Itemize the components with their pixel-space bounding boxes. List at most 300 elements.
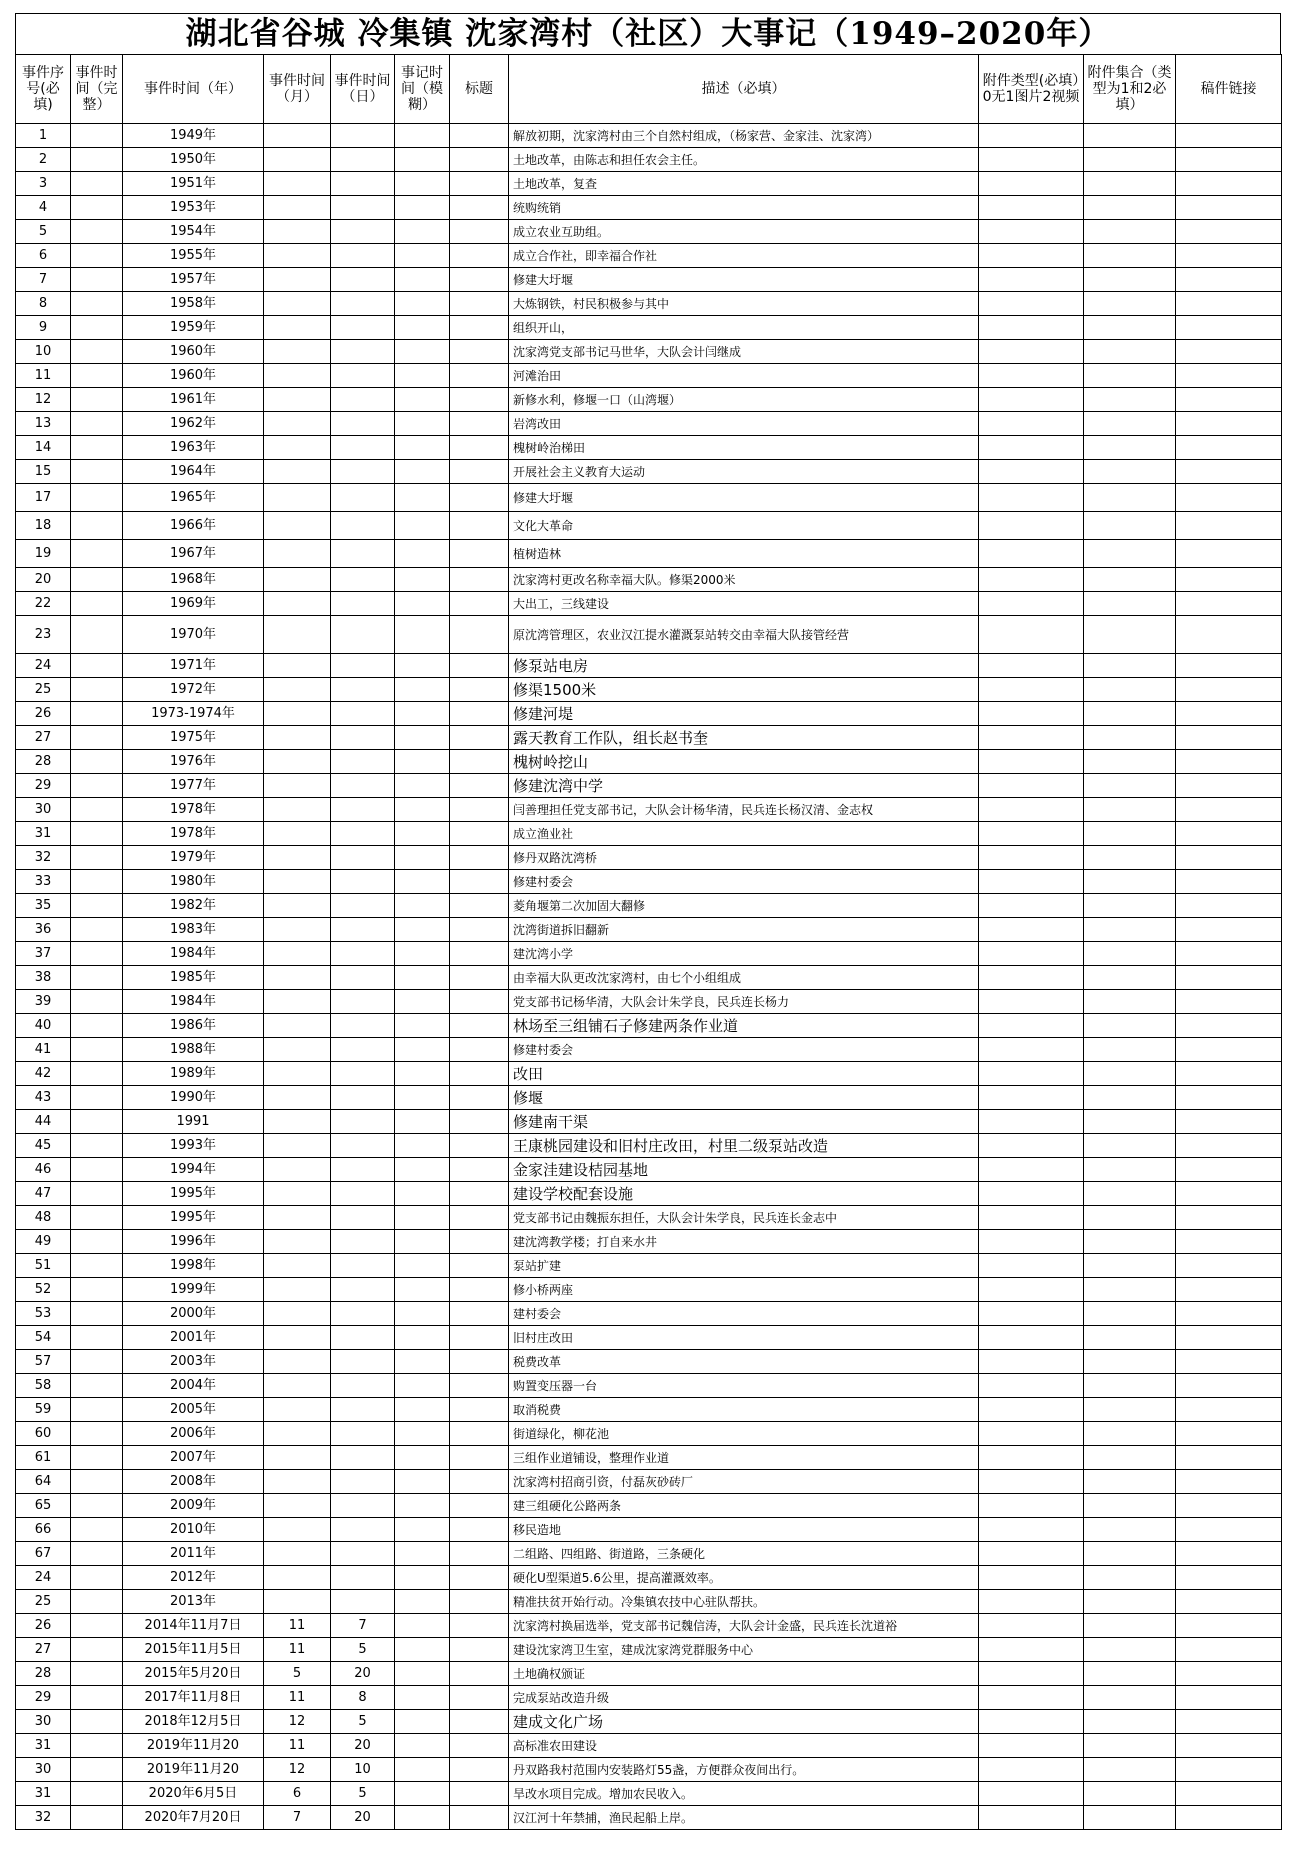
cell-attach-type[interactable] xyxy=(979,774,1084,798)
cell-month[interactable] xyxy=(264,774,331,798)
cell-attach-set[interactable] xyxy=(1084,1614,1176,1638)
cell-year[interactable]: 1959年 xyxy=(123,316,264,340)
cell-attach-set[interactable] xyxy=(1084,1686,1176,1710)
cell-link[interactable] xyxy=(1176,592,1282,616)
cell-month[interactable] xyxy=(264,1350,331,1374)
cell-month[interactable] xyxy=(264,1542,331,1566)
cell-attach-type[interactable] xyxy=(979,388,1084,412)
cell-attach-set[interactable] xyxy=(1084,1014,1176,1038)
cell-day[interactable]: 7 xyxy=(331,1614,395,1638)
cell-desc[interactable]: 金家洼建设桔园基地 xyxy=(509,1158,979,1182)
cell-year[interactable]: 2005年 xyxy=(123,1398,264,1422)
cell-attach-type[interactable] xyxy=(979,942,1084,966)
cell-month[interactable]: 11 xyxy=(264,1614,331,1638)
cell-headline[interactable] xyxy=(450,1518,509,1542)
cell-year[interactable]: 1984年 xyxy=(123,990,264,1014)
cell-desc[interactable]: 高标准农田建设 xyxy=(509,1734,979,1758)
cell-attach-set[interactable] xyxy=(1084,966,1176,990)
cell-seq[interactable]: 28 xyxy=(16,750,71,774)
cell-year[interactable]: 1964年 xyxy=(123,460,264,484)
cell-month[interactable] xyxy=(264,1398,331,1422)
cell-attach-type[interactable] xyxy=(979,268,1084,292)
cell-year[interactable]: 1967年 xyxy=(123,540,264,568)
cell-headline[interactable] xyxy=(450,1374,509,1398)
cell-seq[interactable]: 13 xyxy=(16,412,71,436)
cell-seq[interactable]: 53 xyxy=(16,1302,71,1326)
cell-headline[interactable] xyxy=(450,654,509,678)
cell-day[interactable] xyxy=(331,1254,395,1278)
cell-headline[interactable] xyxy=(450,750,509,774)
cell-fuzzy[interactable] xyxy=(395,1062,450,1086)
cell-attach-set[interactable] xyxy=(1084,1422,1176,1446)
cell-desc[interactable]: 菱角堰第二次加固大翻修 xyxy=(509,894,979,918)
cell-day[interactable] xyxy=(331,1518,395,1542)
cell-attach-type[interactable] xyxy=(979,918,1084,942)
cell-seq[interactable]: 46 xyxy=(16,1158,71,1182)
cell-desc[interactable]: 精准扶贫开始行动。冷集镇农技中心驻队帮扶。 xyxy=(509,1590,979,1614)
cell-attach-set[interactable] xyxy=(1084,1206,1176,1230)
cell-desc[interactable]: 土地确权颁证 xyxy=(509,1662,979,1686)
cell-day[interactable] xyxy=(331,172,395,196)
cell-attach-set[interactable] xyxy=(1084,846,1176,870)
cell-attach-type[interactable] xyxy=(979,846,1084,870)
cell-day[interactable] xyxy=(331,1086,395,1110)
cell-attach-set[interactable] xyxy=(1084,268,1176,292)
cell-month[interactable] xyxy=(264,172,331,196)
cell-desc[interactable]: 修建沈湾中学 xyxy=(509,774,979,798)
cell-link[interactable] xyxy=(1176,750,1282,774)
cell-fuzzy[interactable] xyxy=(395,1734,450,1758)
cell-complete[interactable] xyxy=(71,540,123,568)
cell-headline[interactable] xyxy=(450,1710,509,1734)
cell-year[interactable]: 1962年 xyxy=(123,412,264,436)
cell-day[interactable] xyxy=(331,750,395,774)
cell-fuzzy[interactable] xyxy=(395,244,450,268)
cell-complete[interactable] xyxy=(71,798,123,822)
cell-month[interactable] xyxy=(264,918,331,942)
cell-desc[interactable]: 丹双路我村范围内安装路灯55盏，方便群众夜间出行。 xyxy=(509,1758,979,1782)
cell-desc[interactable]: 修渠1500米 xyxy=(509,678,979,702)
cell-seq[interactable]: 48 xyxy=(16,1206,71,1230)
cell-year[interactable]: 1988年 xyxy=(123,1038,264,1062)
cell-desc[interactable]: 建成文化广场 xyxy=(509,1710,979,1734)
cell-attach-set[interactable] xyxy=(1084,1734,1176,1758)
cell-fuzzy[interactable] xyxy=(395,942,450,966)
cell-headline[interactable] xyxy=(450,1638,509,1662)
cell-attach-set[interactable] xyxy=(1084,1662,1176,1686)
cell-month[interactable]: 12 xyxy=(264,1758,331,1782)
cell-year[interactable]: 1951年 xyxy=(123,172,264,196)
cell-attach-set[interactable] xyxy=(1084,172,1176,196)
cell-link[interactable] xyxy=(1176,966,1282,990)
cell-attach-set[interactable] xyxy=(1084,1590,1176,1614)
cell-day[interactable] xyxy=(331,726,395,750)
cell-fuzzy[interactable] xyxy=(395,894,450,918)
cell-desc[interactable]: 新修水利，修堰一口（山湾堰） xyxy=(509,388,979,412)
cell-fuzzy[interactable] xyxy=(395,1014,450,1038)
cell-headline[interactable] xyxy=(450,1806,509,1830)
cell-day[interactable] xyxy=(331,1590,395,1614)
cell-month[interactable] xyxy=(264,798,331,822)
cell-year[interactable]: 1966年 xyxy=(123,512,264,540)
cell-desc[interactable]: 沈家湾党支部书记马世华，大队会计闫继成 xyxy=(509,340,979,364)
cell-month[interactable] xyxy=(264,1038,331,1062)
cell-seq[interactable]: 44 xyxy=(16,1110,71,1134)
cell-complete[interactable] xyxy=(71,1158,123,1182)
cell-desc[interactable]: 土地改革，由陈志和担任农会主任。 xyxy=(509,148,979,172)
cell-seq[interactable]: 54 xyxy=(16,1326,71,1350)
cell-fuzzy[interactable] xyxy=(395,678,450,702)
cell-month[interactable] xyxy=(264,1158,331,1182)
cell-complete[interactable] xyxy=(71,1686,123,1710)
cell-year[interactable]: 1963年 xyxy=(123,436,264,460)
cell-complete[interactable] xyxy=(71,364,123,388)
cell-link[interactable] xyxy=(1176,460,1282,484)
cell-desc[interactable]: 文化大革命 xyxy=(509,512,979,540)
cell-headline[interactable] xyxy=(450,1014,509,1038)
cell-fuzzy[interactable] xyxy=(395,1110,450,1134)
cell-month[interactable]: 11 xyxy=(264,1686,331,1710)
cell-desc[interactable]: 原沈湾管理区，农业汉江提水灌溉泵站转交由幸福大队接管经营 xyxy=(509,616,979,654)
cell-year[interactable]: 1972年 xyxy=(123,678,264,702)
cell-attach-type[interactable] xyxy=(979,678,1084,702)
cell-seq[interactable]: 5 xyxy=(16,220,71,244)
cell-fuzzy[interactable] xyxy=(395,1230,450,1254)
cell-fuzzy[interactable] xyxy=(395,364,450,388)
cell-year[interactable]: 1999年 xyxy=(123,1278,264,1302)
cell-complete[interactable] xyxy=(71,1062,123,1086)
cell-link[interactable] xyxy=(1176,484,1282,512)
col-header-fuzzy[interactable]: 事记时间（模糊） xyxy=(395,55,450,124)
cell-desc[interactable]: 沈家湾村招商引资，付磊灰砂砖厂 xyxy=(509,1470,979,1494)
cell-day[interactable] xyxy=(331,942,395,966)
cell-year[interactable]: 1995年 xyxy=(123,1206,264,1230)
cell-day[interactable] xyxy=(331,484,395,512)
cell-attach-set[interactable] xyxy=(1084,292,1176,316)
cell-attach-type[interactable] xyxy=(979,196,1084,220)
cell-month[interactable] xyxy=(264,592,331,616)
cell-link[interactable] xyxy=(1176,340,1282,364)
cell-desc[interactable]: 组织开山， xyxy=(509,316,979,340)
cell-fuzzy[interactable] xyxy=(395,870,450,894)
cell-desc[interactable]: 修建大圩堰 xyxy=(509,484,979,512)
cell-year[interactable]: 2006年 xyxy=(123,1422,264,1446)
cell-attach-type[interactable] xyxy=(979,412,1084,436)
cell-attach-type[interactable] xyxy=(979,1686,1084,1710)
cell-month[interactable] xyxy=(264,1014,331,1038)
cell-day[interactable] xyxy=(331,412,395,436)
cell-seq[interactable]: 31 xyxy=(16,1782,71,1806)
cell-headline[interactable] xyxy=(450,1206,509,1230)
cell-desc[interactable]: 税费改革 xyxy=(509,1350,979,1374)
cell-year[interactable]: 2003年 xyxy=(123,1350,264,1374)
cell-link[interactable] xyxy=(1176,364,1282,388)
cell-fuzzy[interactable] xyxy=(395,1422,450,1446)
cell-day[interactable] xyxy=(331,774,395,798)
cell-month[interactable] xyxy=(264,1446,331,1470)
cell-headline[interactable] xyxy=(450,1782,509,1806)
cell-headline[interactable] xyxy=(450,1398,509,1422)
cell-complete[interactable] xyxy=(71,412,123,436)
cell-desc[interactable]: 建沈湾教学楼；打自来水井 xyxy=(509,1230,979,1254)
cell-headline[interactable] xyxy=(450,1542,509,1566)
cell-link[interactable] xyxy=(1176,774,1282,798)
cell-headline[interactable] xyxy=(450,726,509,750)
cell-headline[interactable] xyxy=(450,1062,509,1086)
cell-headline[interactable] xyxy=(450,1278,509,1302)
cell-desc[interactable]: 沈家湾村换届选举，党支部书记魏信涛，大队会计金盛，民兵连长沈道裕 xyxy=(509,1614,979,1638)
cell-month[interactable] xyxy=(264,966,331,990)
cell-day[interactable]: 5 xyxy=(331,1710,395,1734)
cell-year[interactable]: 1975年 xyxy=(123,726,264,750)
cell-link[interactable] xyxy=(1176,316,1282,340)
cell-complete[interactable] xyxy=(71,1086,123,1110)
cell-headline[interactable] xyxy=(450,942,509,966)
cell-month[interactable] xyxy=(264,1422,331,1446)
cell-link[interactable] xyxy=(1176,1134,1282,1158)
cell-attach-type[interactable] xyxy=(979,512,1084,540)
cell-seq[interactable]: 64 xyxy=(16,1470,71,1494)
cell-seq[interactable]: 60 xyxy=(16,1422,71,1446)
cell-month[interactable] xyxy=(264,1254,331,1278)
cell-fuzzy[interactable] xyxy=(395,702,450,726)
cell-headline[interactable] xyxy=(450,774,509,798)
cell-year[interactable]: 2013年 xyxy=(123,1590,264,1614)
cell-attach-set[interactable] xyxy=(1084,1566,1176,1590)
cell-month[interactable] xyxy=(264,340,331,364)
cell-link[interactable] xyxy=(1176,798,1282,822)
cell-day[interactable] xyxy=(331,1350,395,1374)
cell-link[interactable] xyxy=(1176,512,1282,540)
cell-complete[interactable] xyxy=(71,1782,123,1806)
cell-desc[interactable]: 露天教育工作队，组长赵书奎 xyxy=(509,726,979,750)
cell-link[interactable] xyxy=(1176,870,1282,894)
cell-month[interactable] xyxy=(264,196,331,220)
cell-seq[interactable]: 67 xyxy=(16,1542,71,1566)
cell-attach-set[interactable] xyxy=(1084,1350,1176,1374)
cell-year[interactable]: 2010年 xyxy=(123,1518,264,1542)
cell-complete[interactable] xyxy=(71,148,123,172)
col-header-day[interactable]: 事件时间（日） xyxy=(331,55,395,124)
cell-link[interactable] xyxy=(1176,616,1282,654)
cell-attach-type[interactable] xyxy=(979,1662,1084,1686)
cell-month[interactable] xyxy=(264,244,331,268)
cell-fuzzy[interactable] xyxy=(395,1590,450,1614)
cell-headline[interactable] xyxy=(450,1230,509,1254)
cell-seq[interactable]: 26 xyxy=(16,702,71,726)
cell-month[interactable] xyxy=(264,568,331,592)
cell-complete[interactable] xyxy=(71,1038,123,1062)
cell-complete[interactable] xyxy=(71,1494,123,1518)
cell-seq[interactable]: 41 xyxy=(16,1038,71,1062)
cell-month[interactable] xyxy=(264,1182,331,1206)
cell-attach-set[interactable] xyxy=(1084,592,1176,616)
cell-complete[interactable] xyxy=(71,1734,123,1758)
cell-attach-set[interactable] xyxy=(1084,316,1176,340)
cell-attach-set[interactable] xyxy=(1084,220,1176,244)
cell-day[interactable] xyxy=(331,654,395,678)
cell-link[interactable] xyxy=(1176,654,1282,678)
cell-link[interactable] xyxy=(1176,1278,1282,1302)
cell-attach-set[interactable] xyxy=(1084,1278,1176,1302)
cell-complete[interactable] xyxy=(71,292,123,316)
cell-attach-type[interactable] xyxy=(979,654,1084,678)
cell-attach-type[interactable] xyxy=(979,1374,1084,1398)
cell-complete[interactable] xyxy=(71,918,123,942)
cell-desc[interactable]: 修小桥两座 xyxy=(509,1278,979,1302)
cell-month[interactable] xyxy=(264,1590,331,1614)
cell-fuzzy[interactable] xyxy=(395,460,450,484)
cell-desc[interactable]: 植树造林 xyxy=(509,540,979,568)
cell-link[interactable] xyxy=(1176,1470,1282,1494)
cell-day[interactable] xyxy=(331,436,395,460)
cell-complete[interactable] xyxy=(71,1638,123,1662)
cell-desc[interactable]: 修堰 xyxy=(509,1086,979,1110)
cell-fuzzy[interactable] xyxy=(395,1494,450,1518)
cell-fuzzy[interactable] xyxy=(395,1158,450,1182)
cell-complete[interactable] xyxy=(71,1206,123,1230)
cell-month[interactable] xyxy=(264,846,331,870)
cell-complete[interactable] xyxy=(71,1662,123,1686)
cell-attach-set[interactable] xyxy=(1084,1446,1176,1470)
cell-attach-type[interactable] xyxy=(979,1134,1084,1158)
cell-month[interactable] xyxy=(264,1374,331,1398)
cell-day[interactable] xyxy=(331,292,395,316)
cell-seq[interactable]: 25 xyxy=(16,678,71,702)
cell-year[interactable]: 1958年 xyxy=(123,292,264,316)
cell-complete[interactable] xyxy=(71,1278,123,1302)
cell-complete[interactable] xyxy=(71,1014,123,1038)
cell-attach-set[interactable] xyxy=(1084,822,1176,846)
cell-day[interactable]: 20 xyxy=(331,1806,395,1830)
cell-seq[interactable]: 4 xyxy=(16,196,71,220)
cell-attach-type[interactable] xyxy=(979,148,1084,172)
cell-complete[interactable] xyxy=(71,1302,123,1326)
cell-month[interactable] xyxy=(264,388,331,412)
cell-desc[interactable]: 硬化U型渠道5.6公里，提高灌溉效率。 xyxy=(509,1566,979,1590)
cell-year[interactable]: 2015年11月5日 xyxy=(123,1638,264,1662)
cell-seq[interactable]: 58 xyxy=(16,1374,71,1398)
col-header-desc[interactable]: 描述（必填） xyxy=(509,55,979,124)
cell-month[interactable] xyxy=(264,894,331,918)
cell-headline[interactable] xyxy=(450,1158,509,1182)
cell-link[interactable] xyxy=(1176,220,1282,244)
cell-link[interactable] xyxy=(1176,148,1282,172)
cell-link[interactable] xyxy=(1176,1062,1282,1086)
cell-month[interactable] xyxy=(264,1230,331,1254)
cell-complete[interactable] xyxy=(71,220,123,244)
cell-link[interactable] xyxy=(1176,726,1282,750)
cell-headline[interactable] xyxy=(450,1182,509,1206)
cell-fuzzy[interactable] xyxy=(395,1710,450,1734)
cell-day[interactable] xyxy=(331,702,395,726)
cell-desc[interactable]: 开展社会主义教育大运动 xyxy=(509,460,979,484)
cell-fuzzy[interactable] xyxy=(395,822,450,846)
cell-month[interactable] xyxy=(264,726,331,750)
cell-year[interactable]: 2009年 xyxy=(123,1494,264,1518)
cell-day[interactable] xyxy=(331,1110,395,1134)
cell-seq[interactable]: 57 xyxy=(16,1350,71,1374)
cell-complete[interactable] xyxy=(71,894,123,918)
cell-fuzzy[interactable] xyxy=(395,1614,450,1638)
cell-seq[interactable]: 30 xyxy=(16,1710,71,1734)
cell-link[interactable] xyxy=(1176,1686,1282,1710)
cell-link[interactable] xyxy=(1176,1422,1282,1446)
cell-attach-type[interactable] xyxy=(979,1302,1084,1326)
cell-desc[interactable]: 取消税费 xyxy=(509,1398,979,1422)
cell-month[interactable] xyxy=(264,148,331,172)
cell-year[interactable]: 2015年5月20日 xyxy=(123,1662,264,1686)
cell-seq[interactable]: 27 xyxy=(16,726,71,750)
cell-month[interactable] xyxy=(264,1302,331,1326)
cell-fuzzy[interactable] xyxy=(395,1182,450,1206)
cell-month[interactable] xyxy=(264,460,331,484)
cell-attach-set[interactable] xyxy=(1084,1494,1176,1518)
cell-day[interactable] xyxy=(331,568,395,592)
cell-month[interactable] xyxy=(264,436,331,460)
cell-desc[interactable]: 汉江河十年禁捕，渔民起船上岸。 xyxy=(509,1806,979,1830)
cell-day[interactable] xyxy=(331,798,395,822)
cell-seq[interactable]: 66 xyxy=(16,1518,71,1542)
cell-year[interactable]: 1961年 xyxy=(123,388,264,412)
cell-complete[interactable] xyxy=(71,822,123,846)
cell-seq[interactable]: 59 xyxy=(16,1398,71,1422)
cell-seq[interactable]: 12 xyxy=(16,388,71,412)
cell-month[interactable] xyxy=(264,942,331,966)
cell-headline[interactable] xyxy=(450,1590,509,1614)
cell-attach-type[interactable] xyxy=(979,1758,1084,1782)
cell-headline[interactable] xyxy=(450,1662,509,1686)
cell-link[interactable] xyxy=(1176,1086,1282,1110)
cell-headline[interactable] xyxy=(450,1470,509,1494)
cell-day[interactable] xyxy=(331,1422,395,1446)
cell-link[interactable] xyxy=(1176,196,1282,220)
cell-attach-type[interactable] xyxy=(979,1350,1084,1374)
cell-fuzzy[interactable] xyxy=(395,616,450,654)
cell-day[interactable] xyxy=(331,870,395,894)
cell-link[interactable] xyxy=(1176,1494,1282,1518)
cell-fuzzy[interactable] xyxy=(395,412,450,436)
cell-attach-set[interactable] xyxy=(1084,340,1176,364)
cell-day[interactable] xyxy=(331,1038,395,1062)
cell-link[interactable] xyxy=(1176,1614,1282,1638)
cell-day[interactable]: 20 xyxy=(331,1662,395,1686)
cell-attach-set[interactable] xyxy=(1084,1710,1176,1734)
cell-link[interactable] xyxy=(1176,1758,1282,1782)
cell-attach-type[interactable] xyxy=(979,568,1084,592)
cell-link[interactable] xyxy=(1176,268,1282,292)
cell-headline[interactable] xyxy=(450,894,509,918)
cell-attach-type[interactable] xyxy=(979,340,1084,364)
cell-desc[interactable]: 统购统销 xyxy=(509,196,979,220)
cell-seq[interactable]: 19 xyxy=(16,540,71,568)
cell-attach-type[interactable] xyxy=(979,702,1084,726)
cell-month[interactable] xyxy=(264,1494,331,1518)
cell-seq[interactable]: 20 xyxy=(16,568,71,592)
cell-year[interactable]: 2001年 xyxy=(123,1326,264,1350)
cell-seq[interactable]: 10 xyxy=(16,340,71,364)
cell-desc[interactable]: 土地改革，复查 xyxy=(509,172,979,196)
cell-seq[interactable]: 30 xyxy=(16,798,71,822)
cell-link[interactable] xyxy=(1176,1446,1282,1470)
cell-link[interactable] xyxy=(1176,1710,1282,1734)
cell-year[interactable]: 1984年 xyxy=(123,942,264,966)
cell-month[interactable]: 11 xyxy=(264,1638,331,1662)
cell-seq[interactable]: 25 xyxy=(16,1590,71,1614)
cell-complete[interactable] xyxy=(71,870,123,894)
cell-seq[interactable]: 32 xyxy=(16,1806,71,1830)
cell-seq[interactable]: 29 xyxy=(16,774,71,798)
